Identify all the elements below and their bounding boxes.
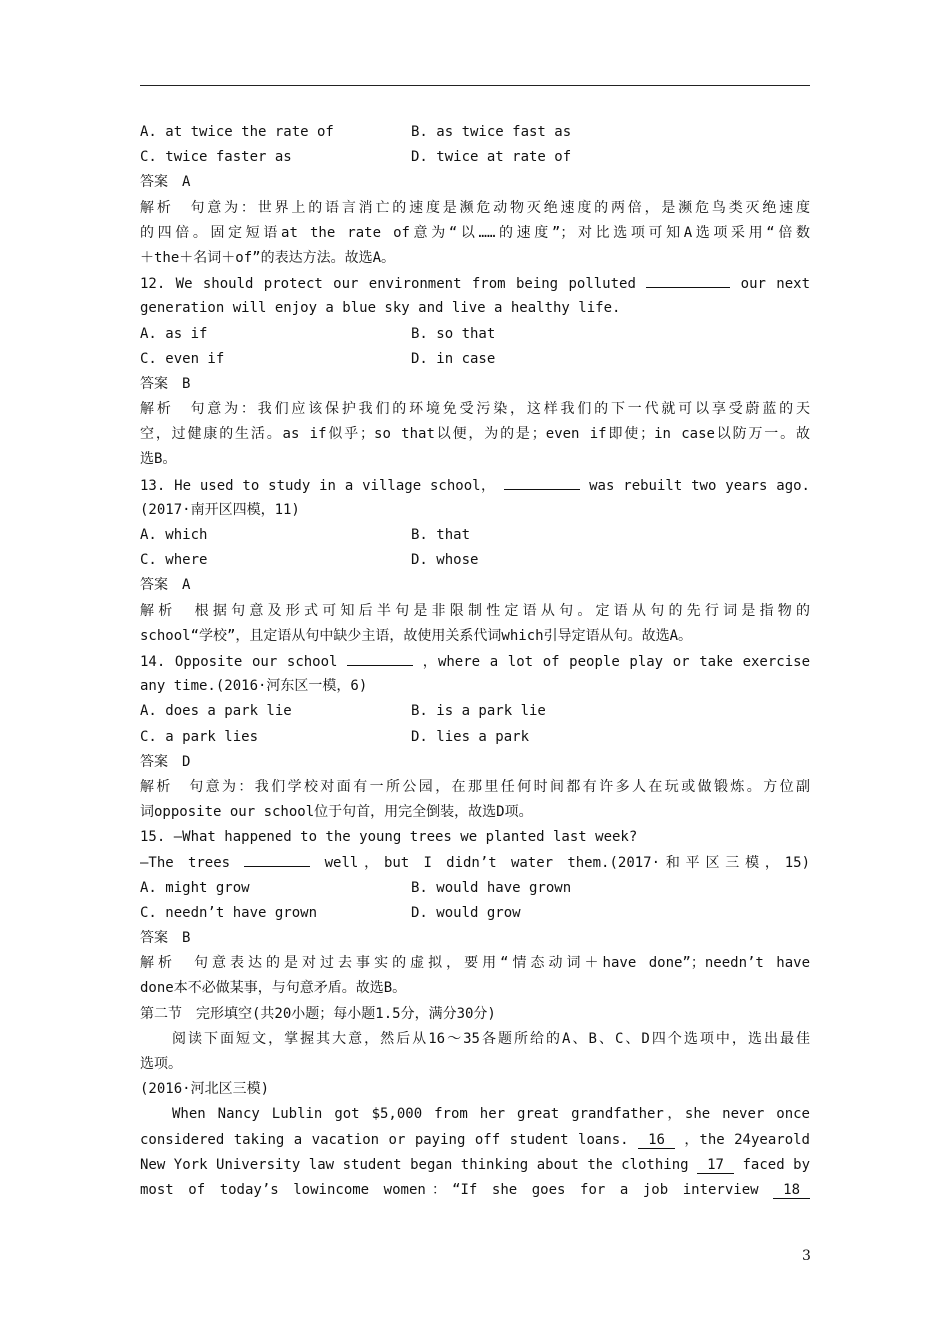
- text-line: 词opposite our school位于句首，用完全倒装，故选D项。: [140, 804, 533, 821]
- question-line: [140, 850, 810, 875]
- text-line: 解析 根据句意及形式可知后半句是非限制性定语从句。定语从句的先行词是指物的: [140, 602, 810, 619]
- option-row: [140, 901, 810, 926]
- option-right: D. would grow: [411, 904, 521, 921]
- option-right: D. lies a park: [411, 728, 530, 745]
- option-right: B. would have grown: [411, 879, 572, 896]
- text-line: school“学校”，且定语从句中缺少主语，故使用关系代词which引导定语从句。故选A。: [140, 627, 693, 644]
- option-row: [140, 145, 810, 170]
- option-right: D. whose: [411, 552, 479, 569]
- text-line: 答案 B: [140, 930, 191, 946]
- question-text-rest: well，but I didn’t water them.(2017·和平区三模，15): [324, 855, 810, 872]
- question-text-rest: ，where a lot of people play or take exercise: [422, 653, 810, 670]
- text-line: 答案 D: [140, 753, 191, 770]
- option-right: B. is a park lie: [411, 703, 546, 720]
- question-line: [140, 271, 810, 296]
- text-line: 解析 句意为：我们学校对面有一所公园，在那里任何时间都有许多人在玩或做锻炼。方位副: [140, 778, 810, 795]
- text-line: 答案 B: [140, 375, 191, 392]
- option-left: C. needn’t have grown: [140, 904, 318, 921]
- indented-line: 阅读下面短文，掌握其大意，然后从16～35各题所给的A、B、C、D四个选项中，选出最佳: [172, 1030, 810, 1047]
- option-left: A. which: [140, 527, 208, 543]
- text-line: (2016·河北区三模): [140, 1081, 270, 1098]
- option-right: D. in case: [411, 350, 496, 367]
- text-line: 答案 A: [140, 577, 191, 594]
- option-right: B. so that: [411, 325, 496, 342]
- question-text: 14. Opposite our school: [140, 653, 338, 670]
- option-row: [140, 523, 810, 548]
- passage-line: [140, 1153, 810, 1178]
- question-line: [140, 473, 810, 498]
- option-left: C. a park lies: [140, 728, 259, 745]
- question-line: [140, 649, 810, 674]
- option-row: [140, 347, 810, 372]
- option-left: A. at twice the rate of: [140, 124, 334, 140]
- option-left: A. might grow: [140, 879, 250, 896]
- question-text: 12. We should protect our environment from being polluted: [140, 276, 636, 293]
- option-right: D. twice at rate of: [411, 149, 572, 166]
- option-left: C. where: [140, 552, 208, 569]
- text-line: any time.(2016·河东区一模，6): [140, 678, 368, 695]
- option-row: [140, 699, 810, 724]
- option-right: B. that: [411, 527, 471, 543]
- question-text-rest: our next: [740, 276, 810, 293]
- option-row: [140, 548, 810, 573]
- option-left: C. twice faster as: [140, 149, 292, 166]
- cloze-blank: 16: [638, 1132, 675, 1149]
- option-row: [140, 725, 810, 750]
- text-line: 15. —What happened to the young trees we planted last week?: [140, 829, 638, 846]
- answer-blank: [244, 850, 310, 867]
- text-line: generation will enjoy a blue sky and live a healthy life.: [140, 300, 621, 317]
- passage-text: New York University law student began thinking about the clothing: [140, 1156, 689, 1173]
- passage-line: [140, 1178, 810, 1203]
- text-line: 选B。: [140, 451, 177, 468]
- question-text-rest: was rebuilt two years ago.: [589, 477, 810, 494]
- passage-text-rest: ，the 24yearold: [684, 1131, 810, 1148]
- text-line: 解析 句意表达的是对过去事实的虚拟，要用“情态动词＋have done”；needn’t have: [140, 955, 810, 972]
- text-line: 的四倍。固定短语at the rate of意为“以……的速度”；对比选项可知A选项采用“倍数: [140, 224, 810, 241]
- option-row: [140, 120, 810, 145]
- option-row: [140, 876, 810, 901]
- answer-blank: [646, 271, 730, 288]
- page-number: 3: [802, 1248, 811, 1264]
- text-line: ＋the＋名词＋of”的表达方法。故选A。: [140, 249, 396, 266]
- passage-line: [140, 1128, 810, 1153]
- text-line: 答案 A: [140, 174, 191, 191]
- header-rule: [140, 85, 810, 86]
- text-line: 解析 句意为：世界上的语言消亡的速度是濒危动物灭绝速度的两倍，是濒危鸟类灭绝速度: [140, 199, 810, 216]
- text-line: (2017·南开区四模，11): [140, 501, 300, 518]
- answer-blank: [504, 473, 580, 490]
- passage-text: considered taking a vacation or paying off student loans.: [140, 1131, 629, 1148]
- option-left: A. does a park lie: [140, 703, 292, 720]
- document-body: [140, 120, 810, 1203]
- cloze-blank: 17: [697, 1157, 734, 1174]
- text-line: done本不必做某事，与句意矛盾。故选B。: [140, 980, 407, 997]
- cloze-blank: 18: [773, 1182, 810, 1199]
- text-line: 空，过健康的生活。as if似乎；so that以便，为的是；even if即使；in case以防万一。故: [140, 426, 810, 443]
- option-right: B. as twice fast as: [411, 124, 572, 140]
- text-line: 第二节 完形填空(共20小题；每小题1.5分，满分30分): [140, 1005, 496, 1022]
- passage-text: most of today’s lowincome women：“If she goes for a job interview: [140, 1181, 759, 1198]
- question-text: —The trees: [140, 855, 231, 872]
- question-text: 13. He used to study in a village school，: [140, 477, 496, 494]
- option-row: [140, 322, 810, 347]
- passage-text-rest: faced by: [742, 1156, 810, 1173]
- answer-blank: [347, 649, 413, 666]
- option-left: C. even if: [140, 350, 225, 367]
- indented-line: When Nancy Lublin got $5,000 from her great grandfather，she never once: [172, 1106, 810, 1123]
- option-left: A. as if: [140, 325, 208, 342]
- text-line: 解析 句意为：我们应该保护我们的环境免受污染，这样我们的下一代就可以享受蔚蓝的天: [140, 401, 810, 418]
- text-line: 选项。: [140, 1055, 182, 1072]
